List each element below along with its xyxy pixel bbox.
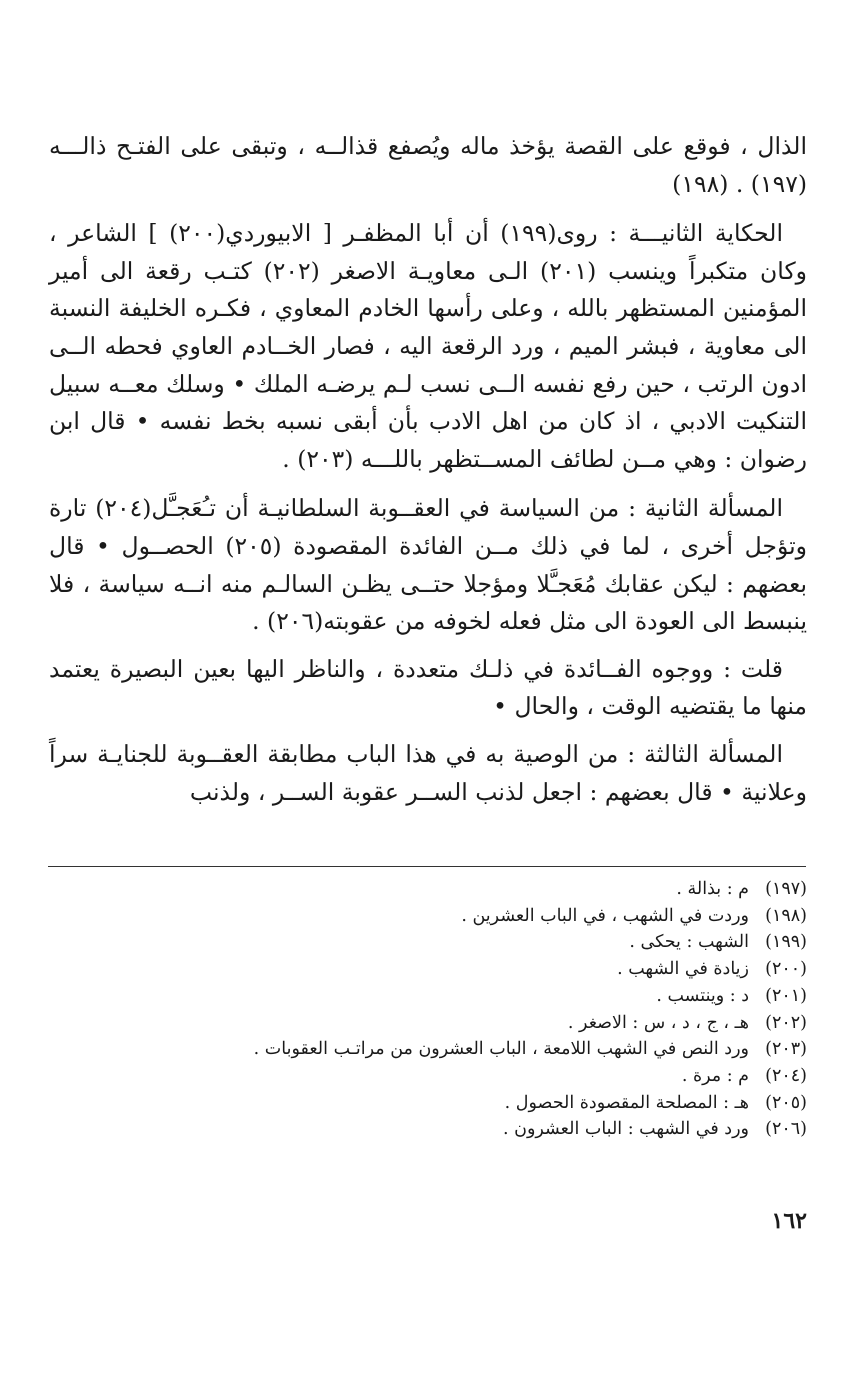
paragraph-continuation: الذال ، فوقع على القصة يؤخذ ماله ويُصفع قذالــه ، وتبقى على الفتـح ذالـــه (١٩٧) . (١٩٨) bbox=[49, 132, 807, 198]
footnote-text: م : بذالة . bbox=[676, 879, 749, 899]
paragraph-second-tale: الحكاية الثانيـــة : روى(١٩٩) أن أبا المظفـر [ الابيوردي(٢٠٠) ] الشاعر ، وكان متكبراً وينسب (٢٠١) الـى معاويـة الاصغر (٢٠٢) كتـب رقعة الى أمير المؤمنين المستظهر بالله ، وعلى رأسها الخادم المعاوي ، فكـره الخليفة النسبة الى معاوية ، فبشر الميم ، ورد الرقعة اليه ، فصار الخــادم العاوي فحطه الــى ادون الرتب ، حين رفع نفسه الــى نسب لـم يرضـه الملك • وسلك معــه سبيل التنكيت الادبي ، اذ كان من اهل الادب بأن أبقى نسبه بخط نفسه • قال ابن رضوان : وهي مــن لطائف المســتظهر باللـــه (٢٠٣) . bbox=[49, 219, 808, 473]
footnotes bbox=[49, 876, 807, 1143]
footnote-item bbox=[49, 903, 807, 930]
footnote-item bbox=[49, 1010, 807, 1037]
footnote-number: (٢٠٤) bbox=[765, 1065, 807, 1086]
footnote-number: (١٩٨) bbox=[765, 905, 807, 926]
footnote-item bbox=[49, 1090, 807, 1117]
footnote-text: ورد النص في الشهب اللامعة ، الباب العشرون من مراتـب العقوبات . bbox=[253, 1039, 749, 1060]
footnote-number: (٢٠٥) bbox=[765, 1092, 807, 1113]
footnote-number: (٢٠١) bbox=[765, 985, 807, 1006]
footnote-item bbox=[49, 876, 807, 903]
footnote-text: الشهب : يحكى . bbox=[629, 932, 749, 953]
paragraph-third-issue: المسألة الثالثة : من الوصية به في هذا الباب مطابقة العقــوبة للجنايـة سراً وعلانية • قال بعضهم : اجعل لذنب الســر عقوبة الســر ، ولذنب bbox=[49, 739, 807, 806]
footnote-number: (١٩٩) bbox=[765, 932, 807, 953]
paragraph-second-issue: المسألة الثانية : من السياسة في العقــوبة السلطانيـة أن تـُعَجـَّل(٢٠٤) تارة وتؤجل أخرى ، لما في ذلك مــن الفائدة المقصودة (٢٠٥) الحصــول • قال بعضهم : ليكن عقابك مُعَجـَّلا ومؤجلا حتــى يظـن السالـم منه انــه سياسة ، فلا ينبسط الى العودة الى مثل فعله لخوفه من عقوبته(٢٠٦) . bbox=[49, 494, 807, 636]
footnote-number: (٢٠٣) bbox=[765, 1039, 807, 1060]
page-number: ١٦٢ bbox=[771, 1208, 807, 1234]
footnote-item bbox=[49, 929, 807, 956]
footnote-text: زيادة في الشهب . bbox=[617, 959, 749, 980]
main-text bbox=[49, 128, 807, 823]
footnote-number: (٢٠٠) bbox=[765, 959, 807, 980]
footnote-item bbox=[49, 1036, 807, 1063]
footnote-item bbox=[49, 956, 807, 983]
footnote-number: (١٩٧) bbox=[765, 879, 807, 899]
footnote-text: د : وينتسب . bbox=[656, 985, 749, 1006]
footnote-divider bbox=[48, 866, 806, 867]
footnote-text: م : مرة . bbox=[681, 1065, 749, 1086]
footnote-number: (٢٠٦) bbox=[765, 1119, 807, 1140]
footnote-number: (٢٠٢) bbox=[765, 1012, 807, 1033]
footnote-text: هـ : المصلحة المقصودة الحصول . bbox=[504, 1092, 749, 1113]
footnote-text: وردت في الشهب ، في الباب العشرين . bbox=[461, 905, 749, 926]
footnote-item bbox=[49, 1116, 807, 1143]
footnote-text: هـ ، ج ، د ، س : الاصغر . bbox=[567, 1012, 749, 1033]
footnote-item bbox=[49, 983, 807, 1010]
footnote-item bbox=[49, 1063, 807, 1090]
paragraph-author-note: قلت : ووجوه الفــائدة في ذلـك متعددة ، والناظر اليها بعين البصيرة يعتمد منها ما يقتضيه الوقت ، والحال • bbox=[49, 654, 807, 721]
footnote-text: ورد في الشهب : الباب العشرون . bbox=[502, 1119, 749, 1140]
